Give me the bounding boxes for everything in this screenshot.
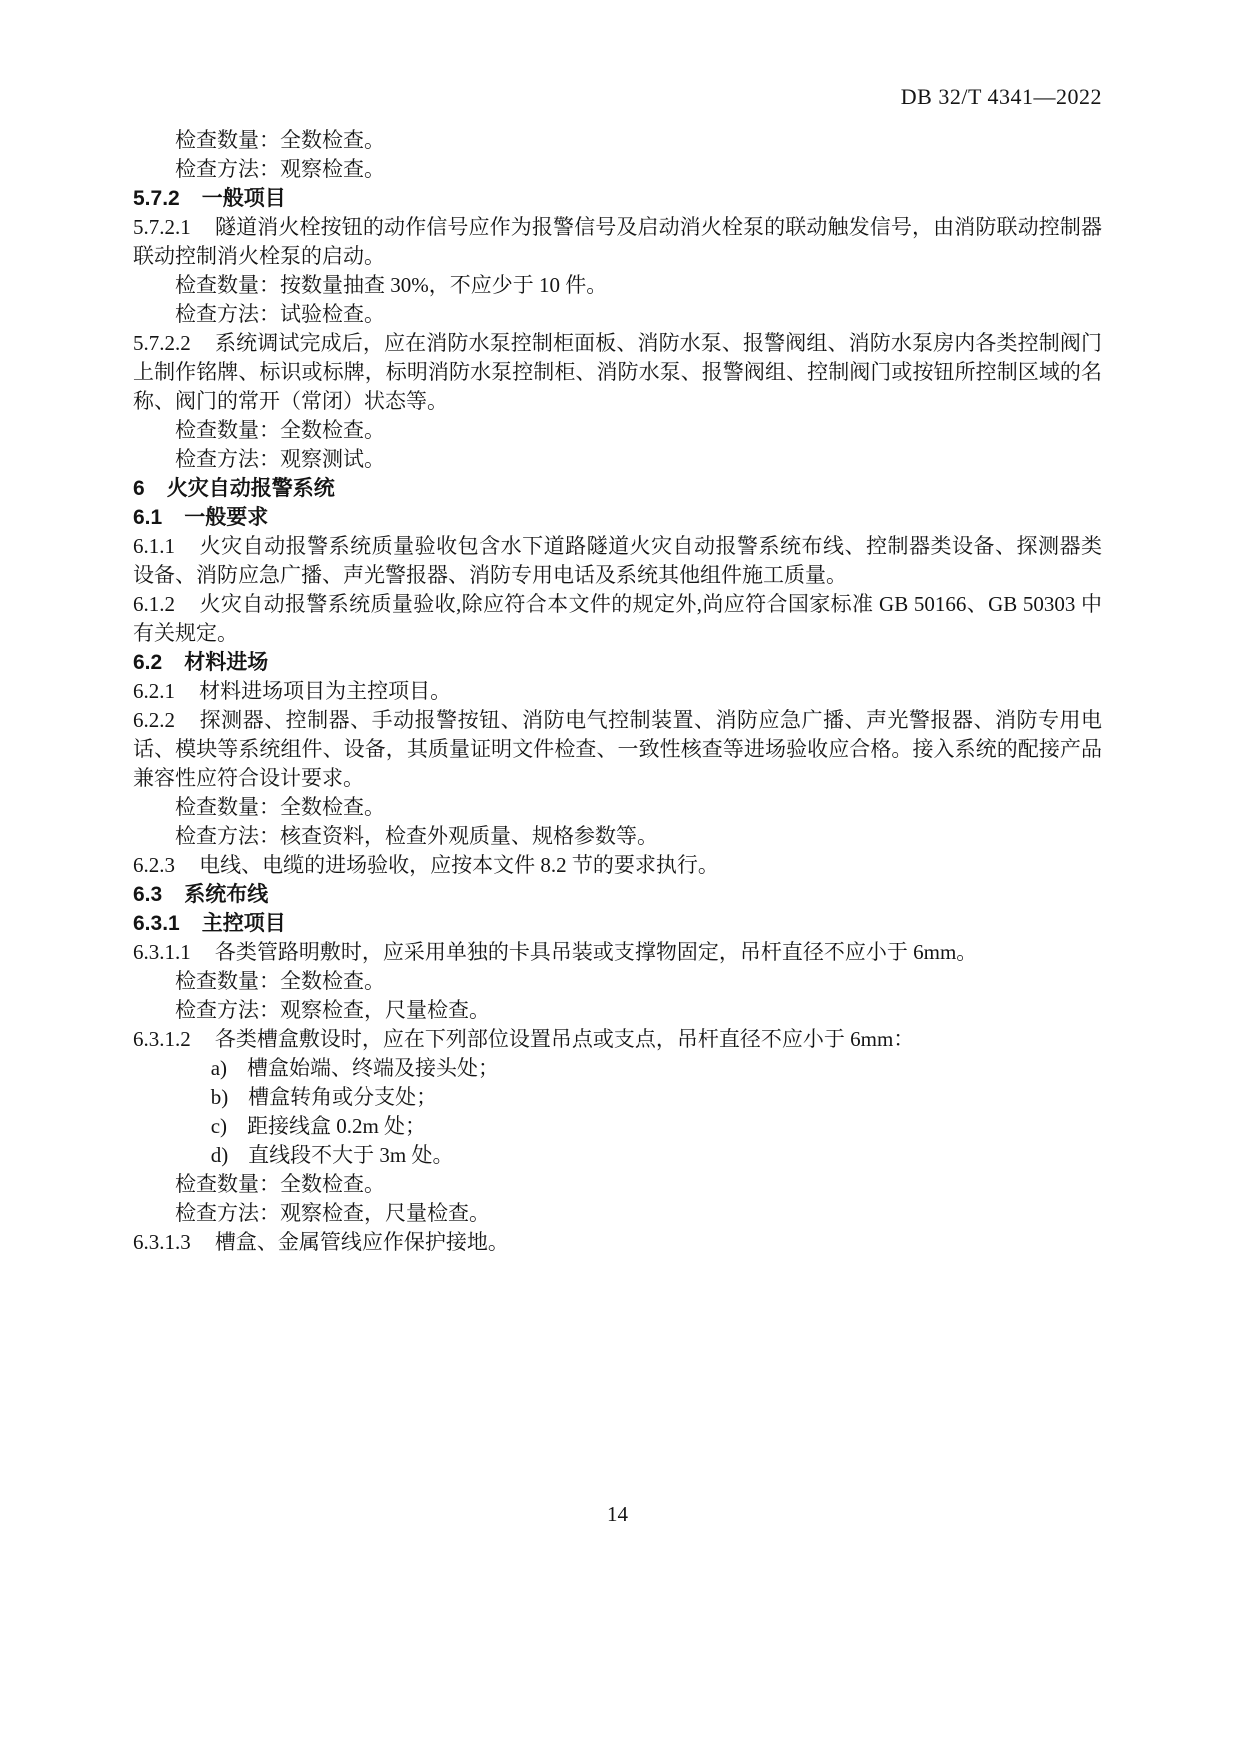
paragraph-text: 槽盒始端、终端及接头处； [246,1056,499,1080]
paragraph-text: 检查方法：观察检查。 [175,157,385,181]
inspection-line [133,416,1102,445]
paragraph-text: 系统调试完成后，应在消防水泵控制柜面板、消防水泵、报警阀组、消防水泵房内各类控制阀门上制作铭牌、标识或标牌，标明消防水泵控制柜、消防水泵、报警阀组、控制阀门或按钮所控制区域的名称、阀门的常开（常闭）状态等。 [133,331,1102,413]
document-code-header: DB 32/T 4341—2022 [900,84,1102,109]
paragraph-text: 检查数量：全数检查。 [175,969,385,993]
inspection-line [133,300,1102,329]
section-heading [133,503,1102,532]
paragraph-text: 检查数量：全数检查。 [175,128,385,152]
paragraph-text: 火灾自动报警系统质量验收包含水下道路隧道火灾自动报警系统布线、控制器类设备、探测器类设备、消防应急广播、声光警报器、消防专用电话及系统其他组件施工质量。 [133,534,1102,587]
clause-paragraph [133,590,1102,648]
subsection-heading [133,909,1102,938]
paragraph-text: 探测器、控制器、手动报警按钮、消防电气控制装置、消防应急广播、声光警报器、消防专用电话、模块等系统组件、设备，其质量证明文件检查、一致性核查等进场验收应合格。接入系统的配接产品兼容性应符合设计要求。 [133,708,1102,790]
paragraph-text: 检查方法：观察检查，尺量检查。 [175,1201,490,1225]
document-body [133,126,1102,1257]
paragraph-text: 电线、电缆的进场验收，应按本文件 8.2 节的要求执行。 [199,853,719,877]
clause-paragraph [133,706,1102,793]
inspection-line [133,126,1102,155]
paragraph-text: 火灾自动报警系统质量验收,除应符合本文件的规定外,尚应符合国家标准 GB 50166、GB 50303 中有关规定。 [133,592,1102,645]
clause-number: 6.2.2 [133,708,175,732]
clause-number: 6.1.1 [133,534,175,558]
page-number: 14 [607,1502,628,1526]
inspection-line [133,967,1102,996]
list-label: d) [210,1143,229,1167]
list-item [133,1112,1102,1141]
paragraph-text: 槽盒、金属管线应作保护接地。 [214,1230,509,1254]
inspection-line [133,271,1102,300]
list-label: b) [210,1085,229,1109]
inspection-line [133,822,1102,851]
clause-number: 6.1.2 [133,592,175,616]
paragraph-text: 一般要求 [184,506,269,529]
inspection-line [133,1199,1102,1228]
paragraph-text: 检查方法：试验检查。 [175,302,385,326]
section-heading [133,880,1102,909]
clause-paragraph [133,851,1102,880]
clause-number: 6 [133,477,145,500]
paragraph-text: 火灾自动报警系统 [166,477,335,500]
clause-number: 6.3 [133,883,163,906]
paragraph-text: 检查数量：全数检查。 [175,418,385,442]
list-label: c) [210,1114,228,1138]
paragraph-text: 一般项目 [201,187,286,210]
clause-number: 6.3.1.1 [133,940,191,964]
clause-paragraph [133,1025,1102,1054]
clause-number: 6.2 [133,651,163,674]
clause-number: 5.7.2 [133,187,180,210]
paragraph-text: 材料进场 [184,651,269,674]
paragraph-text: 检查方法：核查资料，检查外观质量、规格参数等。 [175,824,658,848]
clause-paragraph [133,677,1102,706]
inspection-line [133,793,1102,822]
chapter-heading [133,474,1102,503]
list-item [133,1141,1102,1170]
clause-paragraph [133,532,1102,590]
clause-number: 6.2.1 [133,679,175,703]
clause-paragraph [133,329,1102,416]
subsection-heading [133,184,1102,213]
paragraph-text: 检查数量：全数检查。 [175,1172,385,1196]
paragraph-text: 系统布线 [184,883,269,906]
clause-number: 5.7.2.1 [133,215,191,239]
paragraph-text: 主控项目 [201,912,286,935]
clause-number: 6.3.1.2 [133,1027,191,1051]
paragraph-text: 检查方法：观察检查，尺量检查。 [175,998,490,1022]
inspection-line [133,445,1102,474]
clause-number: 6.2.3 [133,853,175,877]
paragraph-text: 检查数量：全数检查。 [175,795,385,819]
paragraph-text: 各类槽盒敷设时，应在下列部位设置吊点或支点，吊杆直径不应小于 6mm： [214,1027,915,1051]
clause-paragraph [133,938,1102,967]
clause-number: 5.7.2.2 [133,331,191,355]
list-item [133,1054,1102,1083]
paragraph-text: 各类管路明敷时，应采用单独的卡具吊装或支撑物固定，吊杆直径不应小于 6mm。 [214,940,978,964]
inspection-line [133,996,1102,1025]
clause-paragraph [133,1228,1102,1257]
inspection-line [133,155,1102,184]
section-heading [133,648,1102,677]
paragraph-text: 材料进场项目为主控项目。 [199,679,452,703]
list-label: a) [210,1056,228,1080]
paragraph-text: 检查方法：观察测试。 [175,447,385,471]
clause-number: 6.3.1 [133,912,180,935]
paragraph-text: 距接线盒 0.2m 处； [246,1114,427,1138]
clause-number: 6.1 [133,506,163,529]
paragraph-text: 直线段不大于 3m 处。 [248,1143,454,1167]
list-item [133,1083,1102,1112]
clause-paragraph [133,213,1102,271]
paragraph-text: 隧道消火栓按钮的动作信号应作为报警信号及启动消火栓泵的联动触发信号，由消防联动控制器联动控制消火栓泵的启动。 [133,215,1102,268]
clause-number: 6.3.1.3 [133,1230,191,1254]
inspection-line [133,1170,1102,1199]
paragraph-text: 槽盒转角或分支处； [248,1085,438,1109]
paragraph-text: 检查数量：按数量抽查 30%，不应少于 10 件。 [175,273,608,297]
